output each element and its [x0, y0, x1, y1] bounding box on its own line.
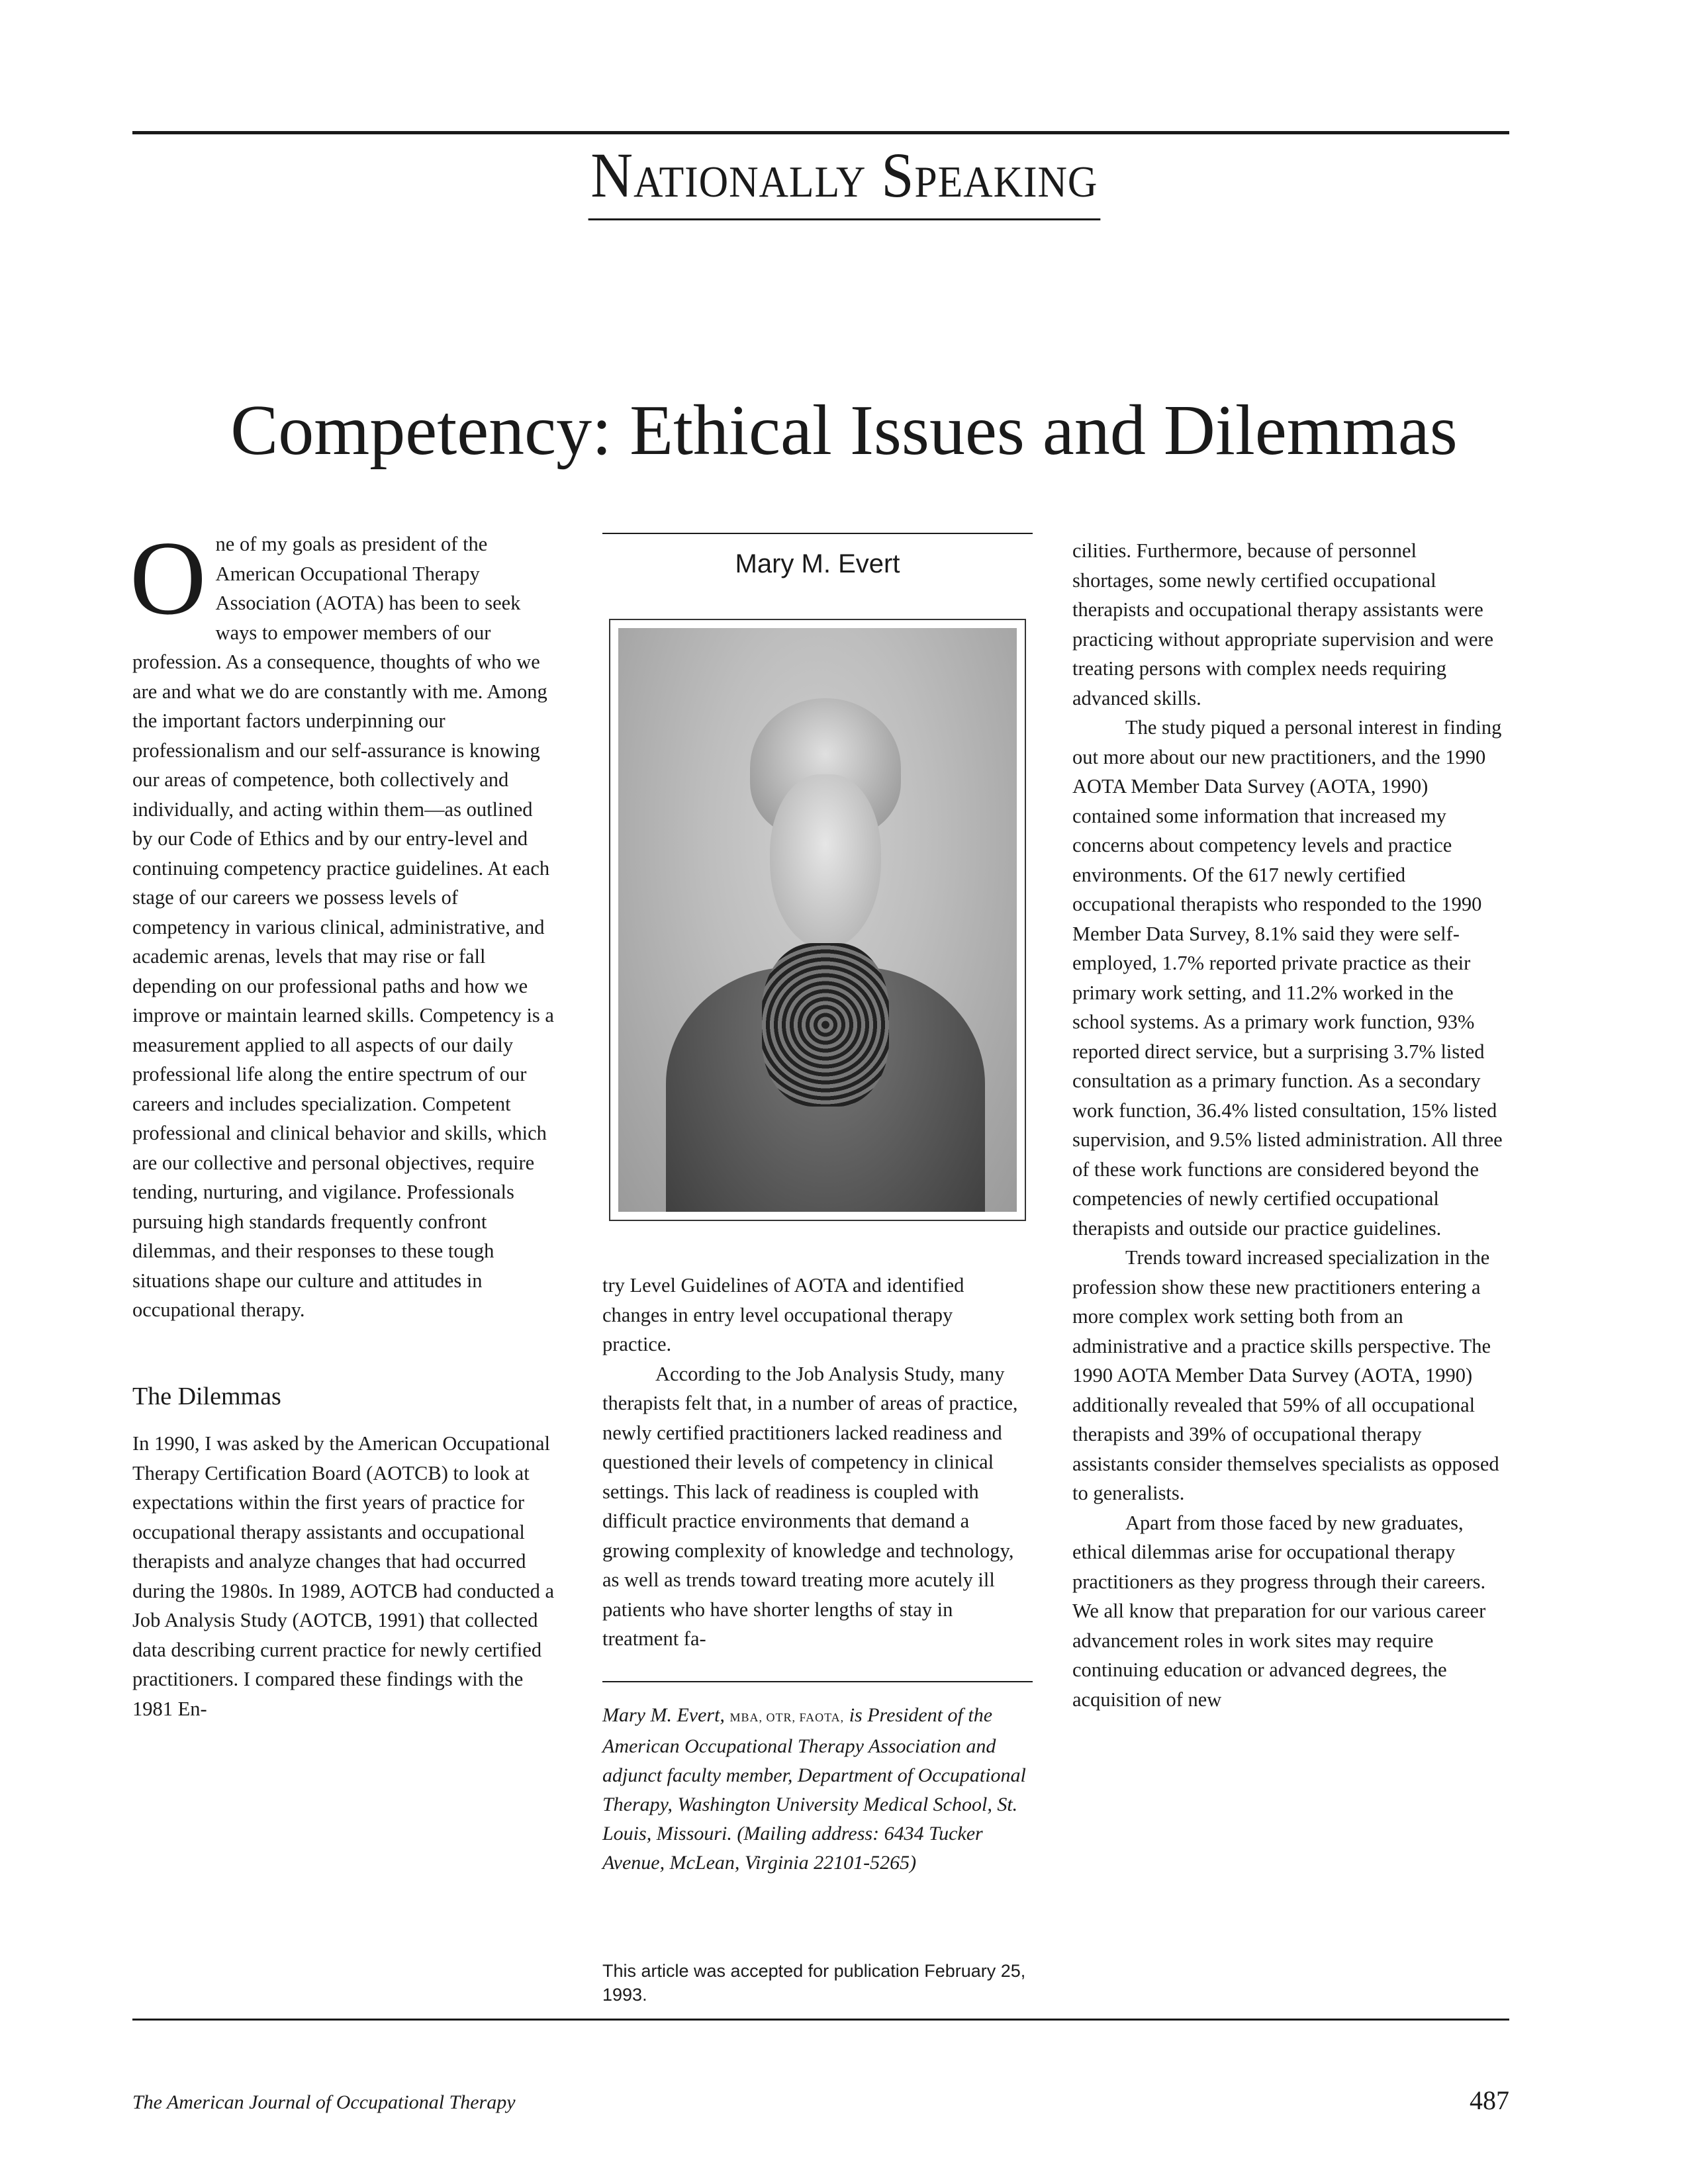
right-paragraph-2: The study piqued a personal interest in finding out more about our new practitioners, and the 1990 AOTA Member Data Survey (AOTA, 1990) contained some information that increased my concerns about competency levels and practice environments. Of the 617 newly certified occupational therapists who responded to the 1990 Member Data Survey, 8.1% said they were self-employed, 1.7% reported private practice as their primary work setting, and 11.2% worked in the school systems. As a primary work function, 93% reported direct service, but a surprising 3.7% listed consultation as a primary function. As a secondary work function, 36.4% listed consultation, 15% listed supervision, and 9.5% listed administration. All three of these work functions are considered beyond the competencies of newly certified occupational therapists and outside our practice guidelines.	[1072, 716, 1503, 1240]
right-column	[1072, 536, 1503, 1714]
header-rule	[132, 131, 1509, 134]
portrait-image	[618, 628, 1017, 1212]
portrait-scarf	[762, 943, 890, 1107]
intro-paragraph	[130, 519, 556, 1325]
section-title-text: Nationally Speaking	[588, 142, 1100, 220]
author-note	[602, 1701, 1033, 1878]
subheading-dilemmas: The Dilemmas	[132, 1382, 281, 1410]
middle-continuation: try Level Guidelines of AOTA and identified changes in entry level occupational therapy practice.	[602, 1274, 964, 1355]
middle-paragraph: According to the Job Analysis Study, many therapists felt that, in a number of areas of practice, newly certified practitioners lacked readiness and questioned their levels of competency in clinical settings. This lack of readiness is coupled with difficult practice environments that demand a growing complexity of knowledge and technology, as well as trends toward treating more acutely ill patients who have shorter lengths of stay in treatment fa-	[602, 1362, 1018, 1650]
intro-text: ne of my goals as president of the American Occupational Therapy Association (AOTA) has been to seek ways to empower members of our profession. As a consequence, thoughts of who we are and what we do are constantly with me. Among the important factors underpinning our professionalism and our self-assurance is knowing our areas of competence, both collectively and individually, and acting within them—as outlined by our Code of Ethics and by our entry-level and continuing competency practice guidelines. At each stage of our careers we possess levels of competency in various clinical, administrative, and academic arenas, levels that may rise or fall depending on our professional paths and how we improve or maintain learned skills. Competency is a measurement applied to all aspects of our daily professional life along the entire spectrum of our careers and includes specialization. Competent professional and clinical behavior and skills, which are our collective and personal objectives, require tending, nurturing, and vigilance. Professionals pursuing high standards frequently confront dilemmas, and their responses to these tough situations shape our culture and attitudes in occupational therapy.	[132, 533, 554, 1321]
page-number: 487	[1470, 2085, 1509, 2115]
dilemmas-paragraph: In 1990, I was asked by the American Occupational Therapy Certification Board (AOTCB) to look at expectations within the first years of practice for occupational therapy assistants and occupational therapists and analyze changes that had occurred during the 1980s. In 1989, AOTCB had conducted a Job Analysis Study (AOTCB, 1991) that collected data describing current practice for newly certified practitioners. I compared these findings with the 1981 En-	[132, 1432, 555, 1720]
journal-name: The American Journal of Occupational Therapy	[132, 2091, 516, 2113]
middle-column	[602, 1271, 1026, 1654]
article-title: Competency: Ethical Issues and Dilemmas	[230, 391, 1458, 471]
author-byline: Mary M. Evert	[735, 549, 900, 578]
author-note-rule	[602, 1681, 1033, 1682]
acceptance-note: This article was accepted for publication February 25, 1993.	[602, 1961, 1026, 2005]
author-note-text: is President of the American Occupational Therapy Association and adjunct faculty member, Department of Occupational Therapy, Washington University Medical School, St. Louis, Missouri. (Mailing address: 6434 Tucker Avenue, McLean, Virginia 22101-5265)	[602, 1704, 1026, 1874]
footer-rule	[132, 2019, 1509, 2021]
author-photo	[609, 619, 1026, 1221]
author-note-name: Mary M. Evert,	[602, 1704, 725, 1726]
right-paragraph-1: cilities. Furthermore, because of personnel shortages, some newly certified occupational therapists and occupational therapy assistants were practicing without appropriate supervision and were treating persons with complex needs requiring advanced skills.	[1072, 539, 1494, 709]
byline-rule	[602, 533, 1033, 534]
right-paragraph-3: Trends toward increased specialization in the profession show these new practitioners entering a more complex work setting both from an administrative and a practice skills perspective. The 1990 AOTA Member Data Survey (AOTA, 1990) additionally revealed that 59% of all occupational therapists and 39% of occupational therapy assistants consider themselves specialists as opposed to generalists.	[1072, 1246, 1499, 1504]
portrait-face	[770, 774, 882, 950]
drop-cap: O	[130, 519, 207, 637]
right-paragraph-4: Apart from those faced by new graduates, ethical dilemmas arise for occupational therapy practitioners as they progress through their careers. We all know that preparation for our various career advancement roles in work sites may require continuing education or advanced degrees, the acquisition of new	[1072, 1511, 1486, 1711]
left-column	[130, 519, 556, 1723]
author-credentials: MBA, OTR, FAOTA,	[729, 1711, 845, 1724]
section-title	[0, 142, 1688, 220]
